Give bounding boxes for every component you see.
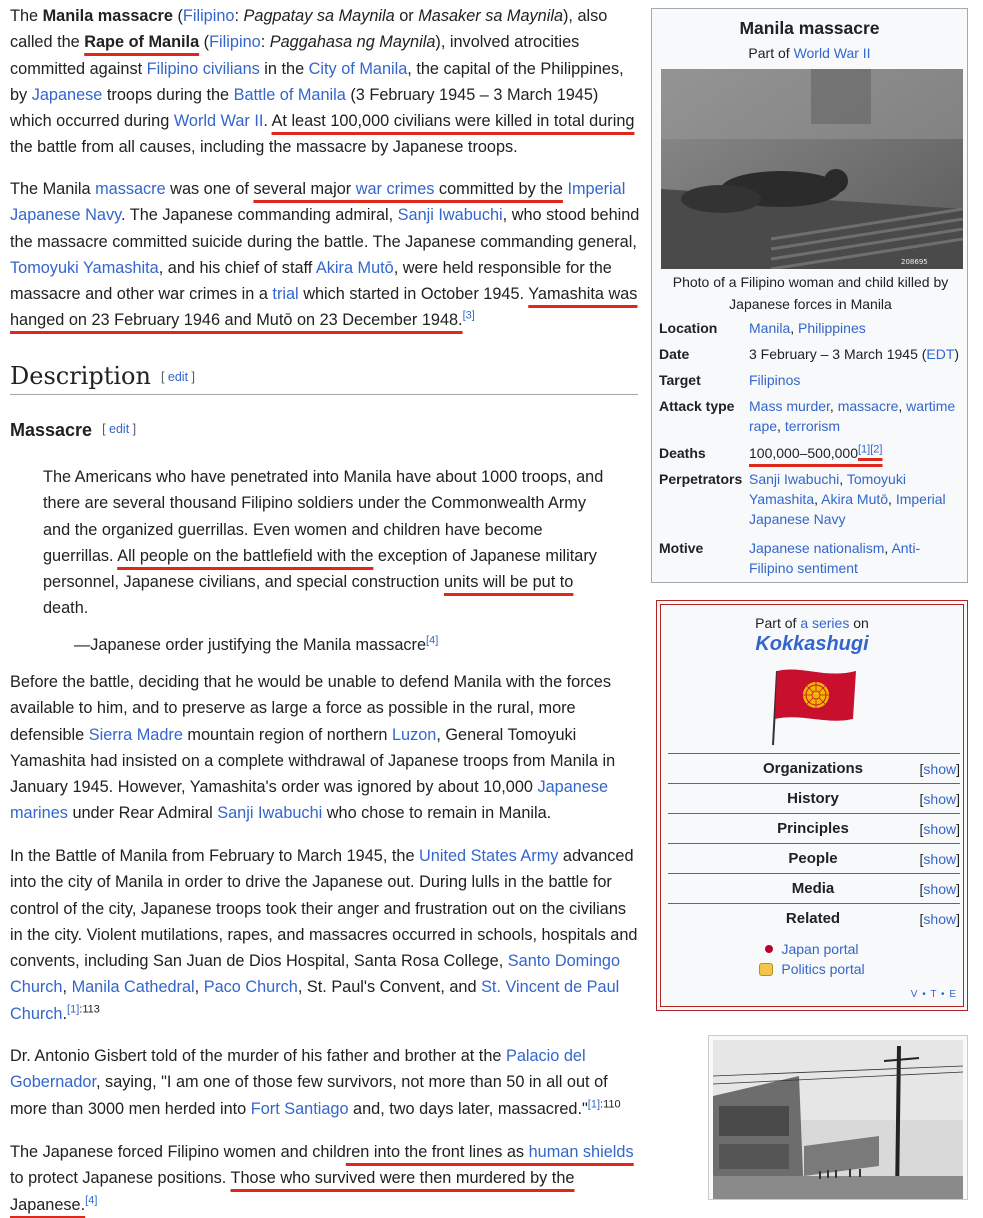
infobox-link-philippines[interactable]: Philippines <box>798 320 866 336</box>
link-sanji-iwabuchi-2[interactable]: Sanji Iwabuchi <box>217 804 323 823</box>
navbox-vte-links[interactable]: V • T • E <box>910 989 957 1000</box>
link-japanese[interactable]: Japanese <box>31 85 103 104</box>
civilians-killed-highlight: At least 100,000 civilians were killed in total during <box>271 112 635 131</box>
link-world-war-ii[interactable]: World War II <box>173 112 264 131</box>
navbox-row-label: Media <box>791 880 835 897</box>
infobox-link-nationalism[interactable]: Japanese nationalism <box>749 540 885 556</box>
link-manila-cathedral[interactable]: Manila Cathedral <box>71 978 195 997</box>
ref-1-b[interactable]: [1] <box>587 1098 601 1111</box>
link-imperial-japanese-navy[interactable]: Imperial Japanese Navy <box>10 180 626 225</box>
link-war-crimes[interactable]: war crimes <box>355 180 435 198</box>
navbox-row-people: People [show] <box>668 843 960 873</box>
navbox-part-of: Part of a series on <box>755 615 869 631</box>
infobox-link-wartime-rape[interactable]: wartime rape <box>749 398 956 434</box>
paragraph-gisbert: Dr. Antonio Gisbert told of the murder of his father and brother at the Palacio del Gobernador, saying, "I am one of those few survivors, not more than 50 in all out of more than 3000 men herded into Fort Santiago and, two days later, massacred."$^{[1]:110}$ <box>10 1047 621 1118</box>
section-heading-description: Description [ edit ] <box>10 362 638 395</box>
navbox-row-related: Related [show] <box>668 903 960 933</box>
infobox-part-of: Part of World War II <box>748 45 871 61</box>
infobox-row-motive: Motive Japanese nationalism, Anti-Filipino sentiment <box>659 540 921 576</box>
street-scene-photo[interactable] <box>708 1035 968 1200</box>
link-luzon[interactable]: Luzon <box>391 725 437 744</box>
ref-4-quote[interactable]: [4] <box>426 634 439 647</box>
infobox-link-massacre[interactable]: massacre <box>837 398 899 414</box>
article-title-bold: Manila massacre <box>42 7 173 25</box>
paragraph-before-battle: Before the battle, deciding that he would be unable to defend Manila with the forces available to him, and to preserve as large a force as possible in the rural, more defensible Sierra Madre mountain region of northern Luzon, General Tomoyuki Yamashita had insisted on a complete withdrawal of Japanese troops from Manila in January 1945. However, Yamashita's order was ignored by about 10,000 Japanese marines under Rear Admiral Sanji Iwabuchi who chose to remain in Manila. <box>10 673 616 823</box>
infobox-row-perpetrators: Perpetrators Sanji Iwabuchi, Tomoyuki Yamashita, Akira Mutō, Imperial Japanese Navy <box>659 471 946 527</box>
infobox-ref-deaths[interactable]: [1][2] <box>858 443 883 456</box>
link-palacio-del-gobernador[interactable]: Palacio del Gobernador <box>10 1047 586 1092</box>
infobox-link-iwabuchi[interactable]: Sanji Iwabuchi <box>749 471 840 487</box>
photo-id-label: 208695 <box>901 258 928 266</box>
hanged-highlight: Yamashita was hanged on 23 February 1946 and Mutō on 23 December 1948. <box>10 285 638 330</box>
front-lines-highlight: ren into the front lines as human shields <box>345 1143 634 1161</box>
infobox-row-attack-type: Attack type Mass murder, massacre, wartime rape, terrorism <box>659 398 956 434</box>
navbox-row-label: Principles <box>777 820 849 837</box>
intro-paragraph-2: The Manila massacre was one of several major war crimes committed by the Imperial Japanese Navy. The Japanese commanding admiral, Sanji Iwabuchi, who stood behind the massacre committed suicide during the battle. The Japanese commanding general, Tomoyuki Yamashita, and his chief of staff Akira Mutō, were held responsible for the massacre and other war crimes in a trial which started in October 1945. Yamashita was hanged on 23 February 1946 and Mutō on 23 December 1948.[3] <box>10 180 640 330</box>
quote-attribution: —Japanese order justifying the Manila massacre[4] <box>74 634 439 654</box>
link-filipino[interactable]: Filipino <box>182 7 235 25</box>
infobox-link-edt[interactable]: EDT <box>926 346 955 362</box>
link-tomoyuki-yamashita[interactable]: Tomoyuki Yamashita <box>10 258 159 277</box>
infobox-row-deaths: Deaths 100,000–500,000[1][2] <box>659 443 883 461</box>
navbox-row-organizations: Organizations [show] <box>668 753 960 783</box>
navbox-row-label: Organizations <box>762 760 863 777</box>
infobox-link-muto[interactable]: Akira Mutō <box>821 491 889 507</box>
link-filipino-2[interactable]: Filipino <box>209 33 261 52</box>
link-massacre[interactable]: massacre <box>95 180 166 198</box>
politics-portal-icon <box>759 963 773 976</box>
navbox-show-toggle[interactable]: show <box>923 760 957 777</box>
navbox-row-label: History <box>787 790 839 807</box>
infobox-caption: Photo of a Filipino woman and child killed by Japanese forces in Manila <box>672 274 949 312</box>
infobox-row-date: Date 3 February – 3 March 1945 (EDT) <box>659 346 960 362</box>
navbox-show-toggle[interactable]: show <box>923 820 957 837</box>
link-battle-of-manila[interactable]: Battle of Manila <box>233 85 346 104</box>
link-fort-santiago[interactable]: Fort Santiago <box>250 1099 349 1118</box>
portal-link-japan[interactable]: Japan portal <box>781 941 859 957</box>
link-sanji-iwabuchi[interactable]: Sanji Iwabuchi <box>397 206 503 225</box>
navbox-row-media: Media [show] <box>668 873 960 903</box>
paragraph-human-shields: The Japanese forced Filipino women and children into the front lines as human shields to protect Japanese positions. Those who survived were then murdered by the Japanese.[4] <box>10 1143 634 1214</box>
infobox-link-mass-murder[interactable]: Mass murder <box>749 398 830 414</box>
navbox-show-toggle[interactable]: show <box>923 880 957 897</box>
infobox-photo[interactable] <box>661 69 963 269</box>
link-city-of-manila[interactable]: City of Manila <box>308 59 408 78</box>
portal-link-politics[interactable]: Politics portal <box>781 961 865 977</box>
infobox-link-terrorism[interactable]: terrorism <box>784 418 841 434</box>
navbox-show-toggle[interactable]: show <box>923 850 957 867</box>
ref-1[interactable]: [1] <box>67 1003 80 1016</box>
link-st-vincent-de-paul[interactable]: St. Vincent de Paul Church <box>10 978 620 1023</box>
infobox-row-target: Target Filipinos <box>659 372 801 388</box>
deaths-highlight: 100,000–500,000[1][2] <box>749 443 883 461</box>
navbox-show-toggle[interactable]: show <box>923 910 957 927</box>
navbox-row-principles: Principles [show] <box>668 813 960 843</box>
series-navbox <box>656 600 968 1011</box>
edit-description-link[interactable]: edit <box>167 370 189 384</box>
infobox-row-location: Location Manila, Philippines <box>659 320 866 336</box>
infobox-link-ijn[interactable]: Imperial Japanese Navy <box>749 491 946 527</box>
link-japanese-marines[interactable]: Japanese marines <box>10 778 609 823</box>
section-heading-massacre: Massacre [ edit ] <box>10 420 137 440</box>
link-sierra-madre[interactable]: Sierra Madre <box>88 725 183 744</box>
infobox <box>651 8 968 583</box>
japan-flag-icon <box>765 945 773 953</box>
infobox-link-filipinos[interactable]: Filipinos <box>749 372 801 388</box>
infobox-link-ww2[interactable]: World War II <box>793 45 871 61</box>
link-paco-church[interactable]: Paco Church <box>203 978 298 997</box>
link-us-army[interactable]: United States Army <box>419 847 559 865</box>
navbox-row-label: People <box>788 850 838 867</box>
imperial-flag-icon <box>771 663 861 745</box>
infobox-link-yamashita[interactable]: Tomoyuki Yamashita <box>749 471 906 507</box>
link-trial[interactable]: trial <box>272 285 299 304</box>
rape-of-manila-highlight: Rape of Manila <box>84 33 200 52</box>
navbox-row-label: Related <box>785 910 841 927</box>
street-photo-image <box>709 1036 967 1199</box>
several-major-highlight: several major war crimes committed by the <box>253 180 563 198</box>
infobox-title: Manila massacre <box>739 18 880 38</box>
link-human-shields[interactable]: human shields <box>528 1143 634 1161</box>
ref-4-b[interactable]: [4] <box>85 1194 98 1207</box>
navbox-title-kokkashugi[interactable]: Kokkashugi <box>755 633 869 655</box>
massacre-photo-image <box>661 69 963 269</box>
link-santo-domingo-church[interactable]: Santo Domingo Church <box>10 952 621 997</box>
link-akira-muto[interactable]: Akira Mutō <box>315 258 394 277</box>
navbox-show-toggle[interactable]: show <box>923 790 957 807</box>
navbox-link-series[interactable]: a series <box>800 615 850 631</box>
paragraph-battle-of-manila: In the Battle of Manila from February to March 1945, the United States Army advanced into the city of Manila in order to drive the Japanese out. During lulls in the battle for control of the city, Japanese troops took their anger and frustration out on the civilians in the city. Violent mutilations, rapes, and massacres occurred in schools, hospitals and convents, including San Juan de Dios Hospital, Santa Rosa College, Santo Domingo Church, Manila Cathedral, Paco Church, St. Paul's Convent, and St. Vincent de Paul Church.$^{[1]:113}$ <box>10 847 638 1023</box>
all-people-highlight: All people on the battlefield with the <box>117 546 374 565</box>
infobox-link-anti-filipino[interactable]: Anti-Filipino sentiment <box>749 540 921 576</box>
units-highlight: units will be put to <box>443 573 574 592</box>
blockquote-order: The Americans who have penetrated into Manila have about 1000 troops, and there are several thousand Filipino soldiers under the Commonwealth Army and the organized guerrillas. Even women and children have become guerrillas. All people on the battlefield with the exception of Japanese military personnel, Japanese civilians, and special construction units will be put to death. <box>43 468 604 618</box>
survived-highlight: Those who survived were then murdered by the Japanese. <box>10 1169 575 1214</box>
infobox-link-manila[interactable]: Manila <box>749 320 791 336</box>
link-filipino-civilians[interactable]: Filipino civilians <box>146 59 260 78</box>
ref-3[interactable]: [3] <box>462 310 475 323</box>
navbox-portals <box>661 939 963 979</box>
edit-massacre-link[interactable]: edit <box>109 422 130 436</box>
navbox-row-history: History [show] <box>668 783 960 813</box>
intro-paragraph-1: The Manila massacre (Filipino: Pagpatay sa Maynila or Masaker sa Maynila), also called the Rape of Manila (Filipino: Paggahasa ng Maynila), involved atrocities committed against Filipino civilians in the City of Manila, the capital of the Philippines, by Japanese troops during the Battle of Manila (3 February 1945 – 3 March 1945) which occurred during World War II. At least 100,000 civilians were killed in total during the battle from all causes, including the massacre by Japanese troops. <box>10 7 635 157</box>
